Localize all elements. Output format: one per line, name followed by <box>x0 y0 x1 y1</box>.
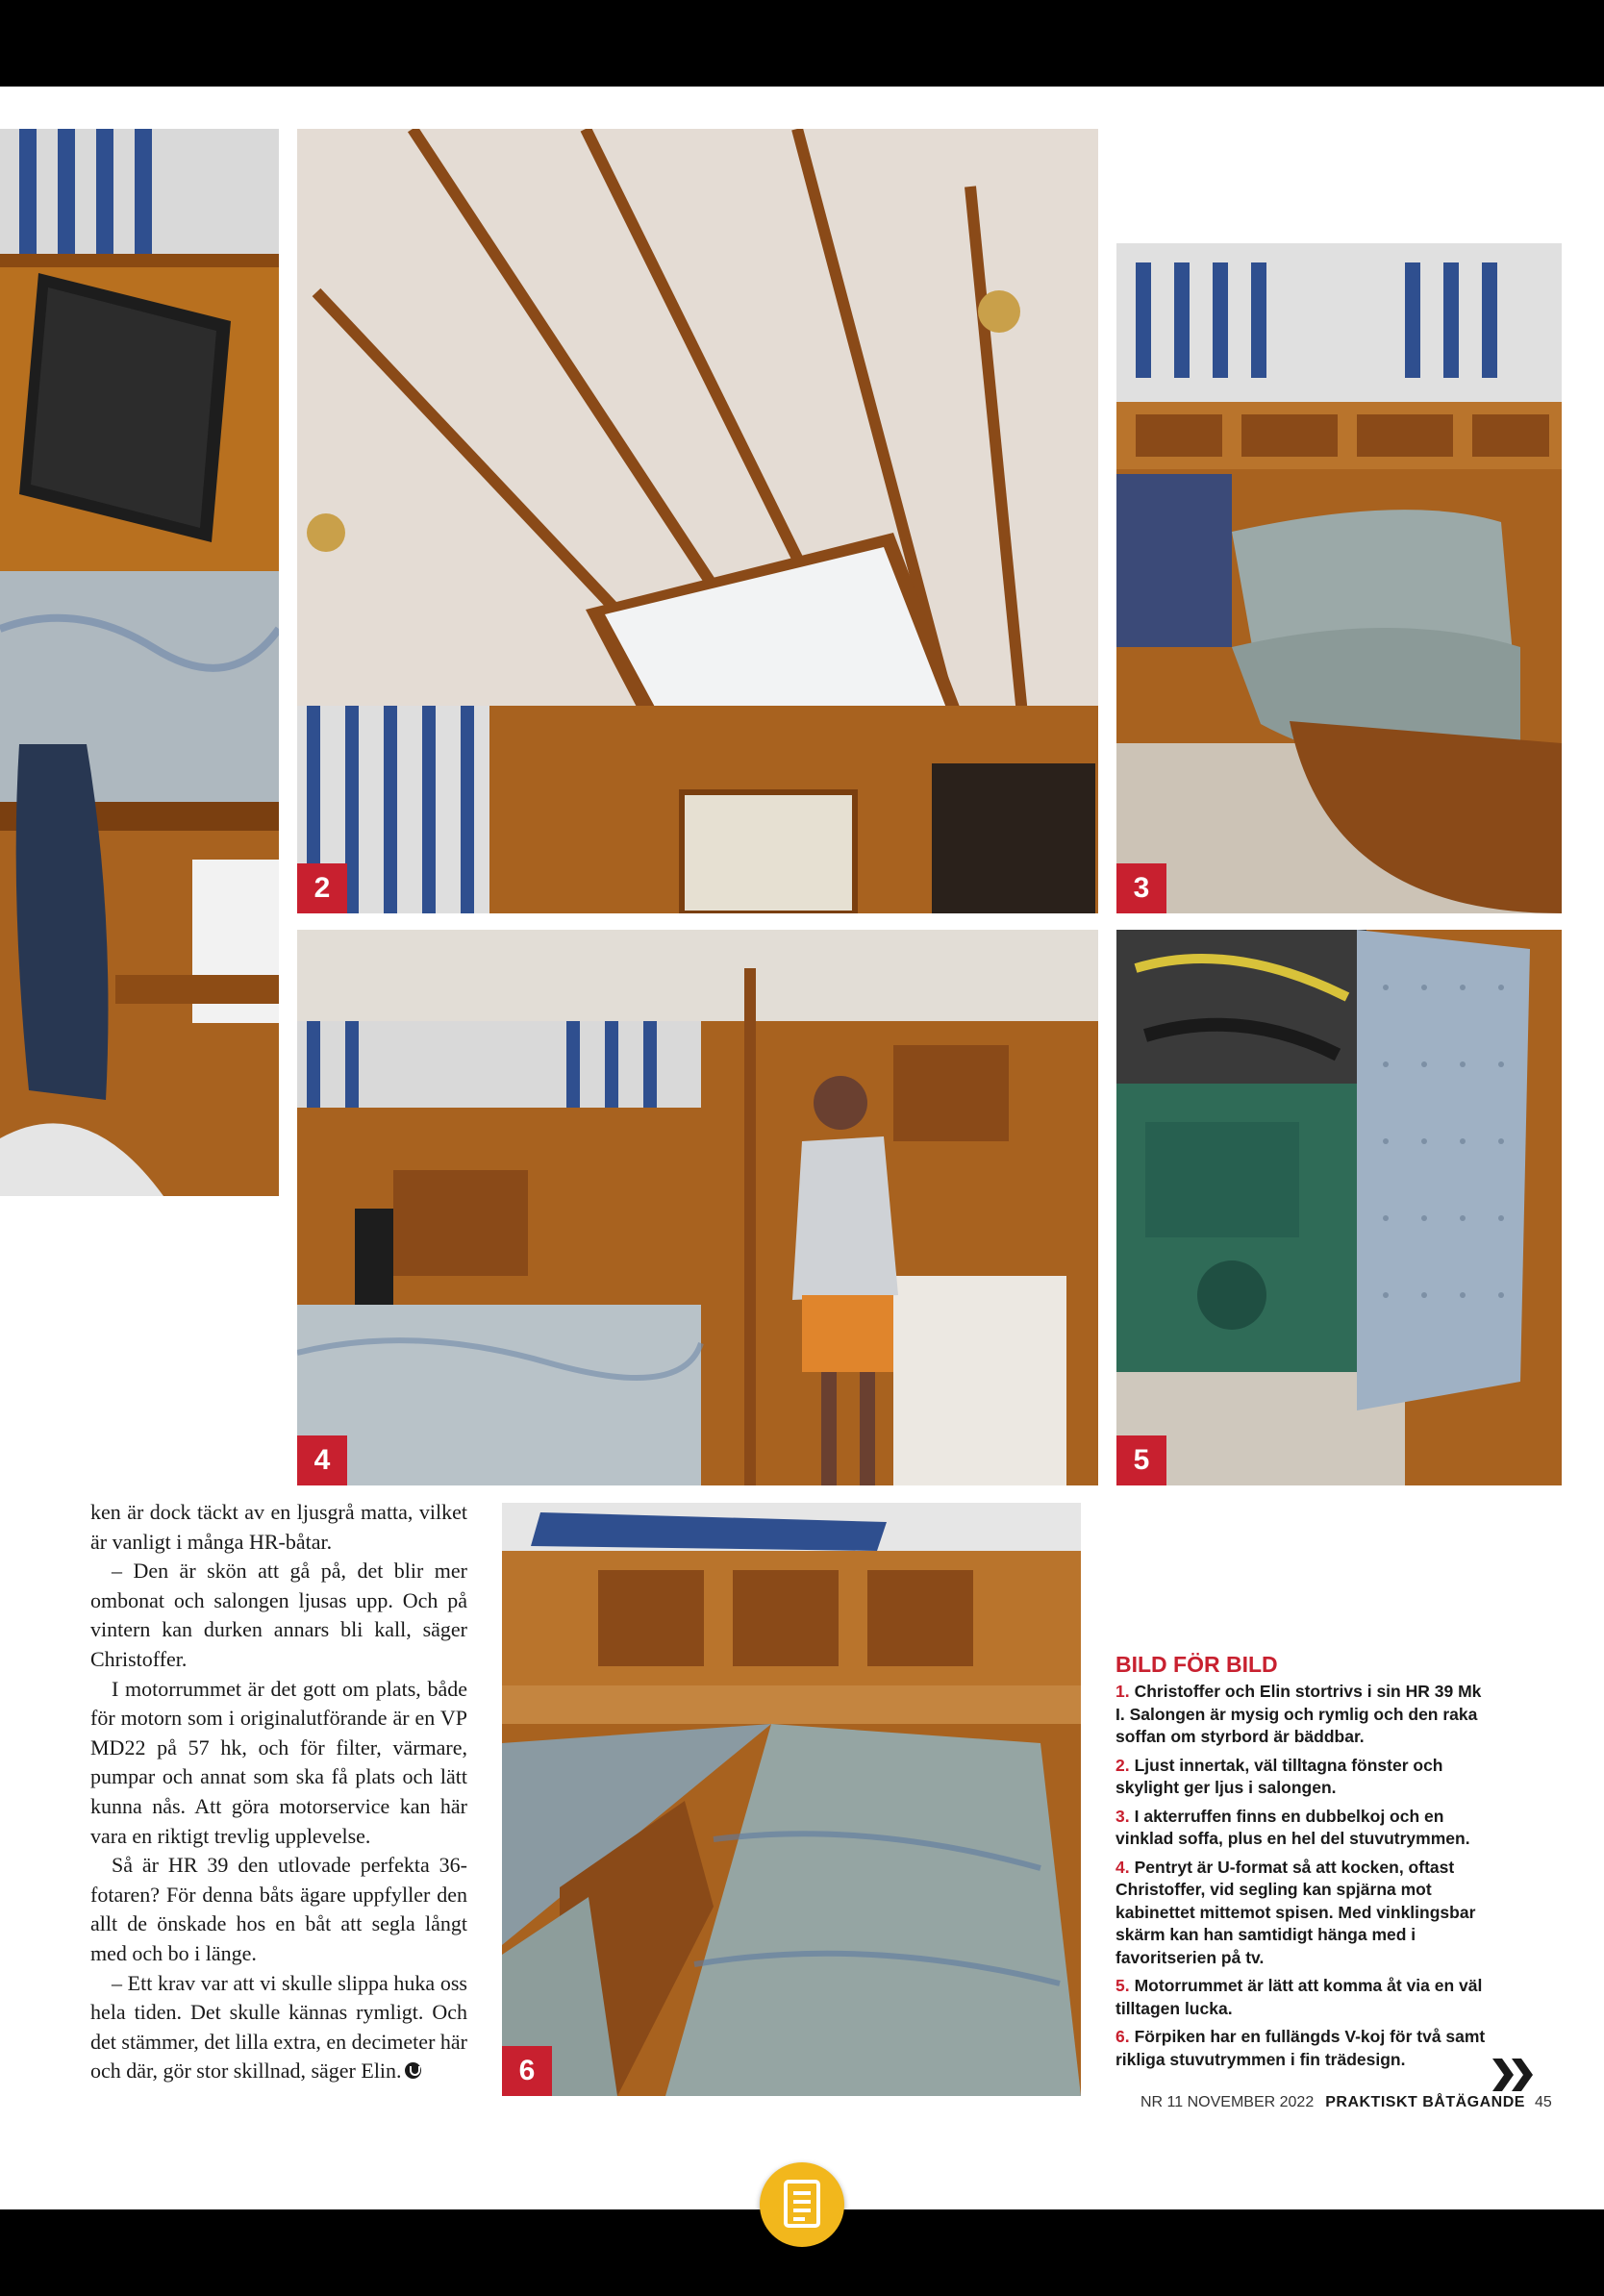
caption-item <box>1115 1857 1492 1970</box>
page-number: 45 <box>1534 2094 1552 2110</box>
end-mark-icon <box>405 2062 421 2079</box>
photo-5 <box>1116 930 1562 1485</box>
caption-item <box>1115 2026 1492 2071</box>
caption-number: 5. <box>1115 1976 1130 1995</box>
photo-3-number: 3 <box>1116 863 1166 913</box>
footer-magazine: PRAKTISKT BÅTÄGANDE <box>1325 2094 1525 2110</box>
caption-number: 3. <box>1115 1806 1130 1826</box>
photo-6-number: 6 <box>502 2046 552 2096</box>
article-paragraph: ken är dock täckt av en ljusgrå matta, vilket är vanligt i många HR-båtar. <box>90 1500 467 1554</box>
article-paragraph: I motorrummet är det gott om plats, både för motorn som i originalutförande är en VP MD22 på 57 hk, och för filter, värmare, pumpar och annat som ska få plats och lätt kunna nås. Att göra motorservice kan här vara en riktigt trevlig upplevelse. <box>90 1676 467 1848</box>
caption-item <box>1115 1975 1492 2020</box>
caption-number: 2. <box>1115 1755 1130 1775</box>
caption-number: 4. <box>1115 1857 1130 1877</box>
article-body <box>90 1498 467 2086</box>
photo-4-number: 4 <box>297 1435 347 1485</box>
footer-issue: NR 11 NOVEMBER 2022 <box>1140 2094 1315 2110</box>
photo-2 <box>297 129 1098 913</box>
double-chevron-right-icon <box>1492 2059 1535 2091</box>
article-paragraph: – Den är skön att gå på, det blir mer ombonat och salongen ljusas upp. Och på vintern kan durken annars bli kall, säger Christoffer. <box>90 1559 467 1671</box>
caption-item <box>1115 1681 1492 1749</box>
document-icon <box>784 2180 820 2228</box>
caption-item <box>1115 1755 1492 1800</box>
article-paragraph: Så är HR 39 den utlovade perfekta 36-fotaren? För denna båts ägare uppfyller den allt de önskade hos en båt att segla långt med och bo i länge. <box>90 1853 467 1965</box>
caption-text: Ljust innertak, väl tilltagna fönster och skylight ger ljus i salongen. <box>1115 1755 1443 1797</box>
captions-heading: BILD FÖR BILD <box>1115 1652 1278 1677</box>
caption-text: Motorrummet är lätt att komma åt via en väl tilltagen lucka. <box>1115 1976 1483 2018</box>
caption-text: Christoffer och Elin stortrivs i sin HR 39 Mk I. Salongen är mysig och rymlig och den raka soffan om styrbord är bäddbar. <box>1115 1682 1482 1746</box>
photo-5-number: 5 <box>1116 1435 1166 1485</box>
caption-number: 6. <box>1115 2027 1130 2046</box>
photo-1 <box>0 129 279 1196</box>
reader-mode-button[interactable] <box>760 2162 844 2247</box>
page-footer <box>1140 2094 1552 2111</box>
photo-2-number: 2 <box>297 863 347 913</box>
caption-text: I akterruffen finns en dubbelkoj och en vinklad soffa, plus en hel del stuvutrymmen. <box>1115 1806 1470 1848</box>
caption-text: Förpiken har en fullängds V-koj för två samt rikliga stuvutrymmen i fin trädesign. <box>1115 2027 1486 2069</box>
photo-6 <box>502 1503 1081 2096</box>
caption-text: Pentryt är U-format så att kocken, oftast Christoffer, vid segling kan spjärna mot kabinettet mittemot spisen. Med vinklingsbar skärm kan han samtidigt hänga med i favoritserien på tv. <box>1115 1857 1476 1967</box>
photo-3 <box>1116 243 1562 913</box>
photo-captions <box>1115 1652 1492 2077</box>
article-paragraph: – Ett krav var att vi skulle slippa huka oss hela tiden. Det skulle kännas rymligt. Och det stämmer, det lilla extra, en decimeter här och där, gör stor skillnad, säger Elin. <box>90 1970 467 2084</box>
top-bar <box>0 0 1604 87</box>
photo-4 <box>297 930 1098 1485</box>
caption-item <box>1115 1806 1492 1851</box>
caption-number: 1. <box>1115 1682 1130 1701</box>
